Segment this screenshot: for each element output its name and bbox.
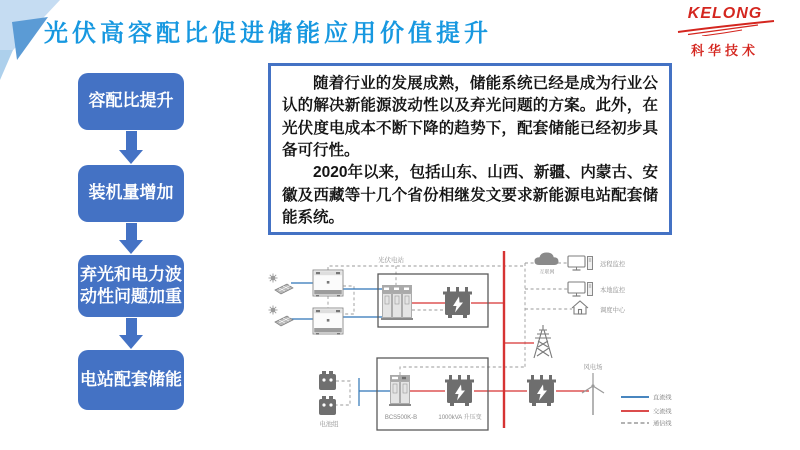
dispatch-center-icon bbox=[572, 301, 588, 314]
battery-icon bbox=[319, 371, 336, 390]
flow-step-installed-capacity bbox=[78, 165, 184, 222]
flow-arrow-icon bbox=[119, 318, 143, 349]
legend-dc-label: 直流线 bbox=[653, 394, 672, 402]
system-diagram bbox=[255, 248, 700, 448]
logo-swoosh-icon bbox=[670, 20, 780, 36]
storage-cabinet-label: BCS500K-B bbox=[384, 415, 418, 421]
internet-cloud-icon bbox=[535, 253, 559, 266]
wind-farm-label: 风电场 bbox=[583, 364, 603, 371]
storage-transformer-icon bbox=[445, 375, 474, 406]
flow-step-label: 电站配套储能 bbox=[80, 369, 182, 389]
remote-monitoring-icon bbox=[568, 256, 593, 270]
flow-step-capacity-ratio bbox=[78, 73, 184, 130]
storage-cabinet-icon bbox=[389, 375, 411, 406]
pv-inverter-icon bbox=[313, 308, 343, 335]
dispatch-center-label: 调度中心 bbox=[600, 307, 626, 314]
ac-lines bbox=[410, 303, 589, 391]
flow-arrow-icon bbox=[119, 131, 143, 164]
internet-label: 互联网 bbox=[539, 269, 555, 276]
solar-panel-icon bbox=[269, 274, 294, 295]
storage-transformer-label: 1000kVA 升压变 bbox=[438, 415, 482, 421]
battery-pack-label: 电池组 bbox=[319, 421, 339, 428]
pv-inverter-icon bbox=[313, 270, 343, 297]
slide-title: 光伏高容配比促进储能应用价值提升 bbox=[44, 20, 492, 47]
dc-lines bbox=[291, 283, 390, 406]
legend-comm-label: 通信线 bbox=[653, 420, 672, 428]
summary-textbox bbox=[268, 63, 672, 235]
summary-paragraph-1: 随着行业的发展成熟，储能系统已经是成为行业公认的解决新能源波动性以及弃光问题的方案。此外，在光伏度电成本不断下降的趋势下，配套储能已经初步具备可行性。 bbox=[282, 75, 658, 159]
flow-step-curtailment bbox=[78, 255, 184, 317]
logo-sub-text: 科华技术 bbox=[690, 43, 759, 58]
wind-transformer-icon bbox=[527, 375, 556, 406]
legend-ac-label: 交流线 bbox=[653, 408, 672, 416]
pv-cabinet-icon bbox=[381, 285, 413, 320]
pv-station-label: 光伏电站 bbox=[378, 257, 404, 264]
remote-monitoring-label: 远程监控 bbox=[600, 261, 626, 268]
pv-transformer-icon bbox=[443, 287, 472, 318]
flow-step-label: 装机量增加 bbox=[88, 183, 174, 203]
summary-paragraph-2: 2020年以来，包括山东、山西、新疆、内蒙古、安徽及西藏等十几个省份相继发文要求新能源电站配套储能系统。 bbox=[282, 164, 658, 226]
logo-brand-text: KELONG bbox=[687, 5, 763, 22]
local-monitoring-icon bbox=[568, 282, 593, 296]
solar-panel-icon bbox=[269, 306, 294, 327]
battery-icon bbox=[319, 396, 336, 415]
local-monitoring-label: 本地监控 bbox=[600, 287, 626, 294]
kelong-logo bbox=[666, 6, 784, 59]
wind-turbine-icon bbox=[582, 373, 604, 415]
diagram-legend bbox=[621, 394, 672, 428]
flow-step-label: 容配比提升 bbox=[88, 91, 174, 111]
transmission-tower-icon bbox=[534, 325, 552, 358]
flow-step-storage bbox=[78, 350, 184, 410]
flow-arrow-icon bbox=[119, 223, 143, 254]
flow-step-label: 弃光和电力波动性问题加重 bbox=[80, 264, 182, 306]
